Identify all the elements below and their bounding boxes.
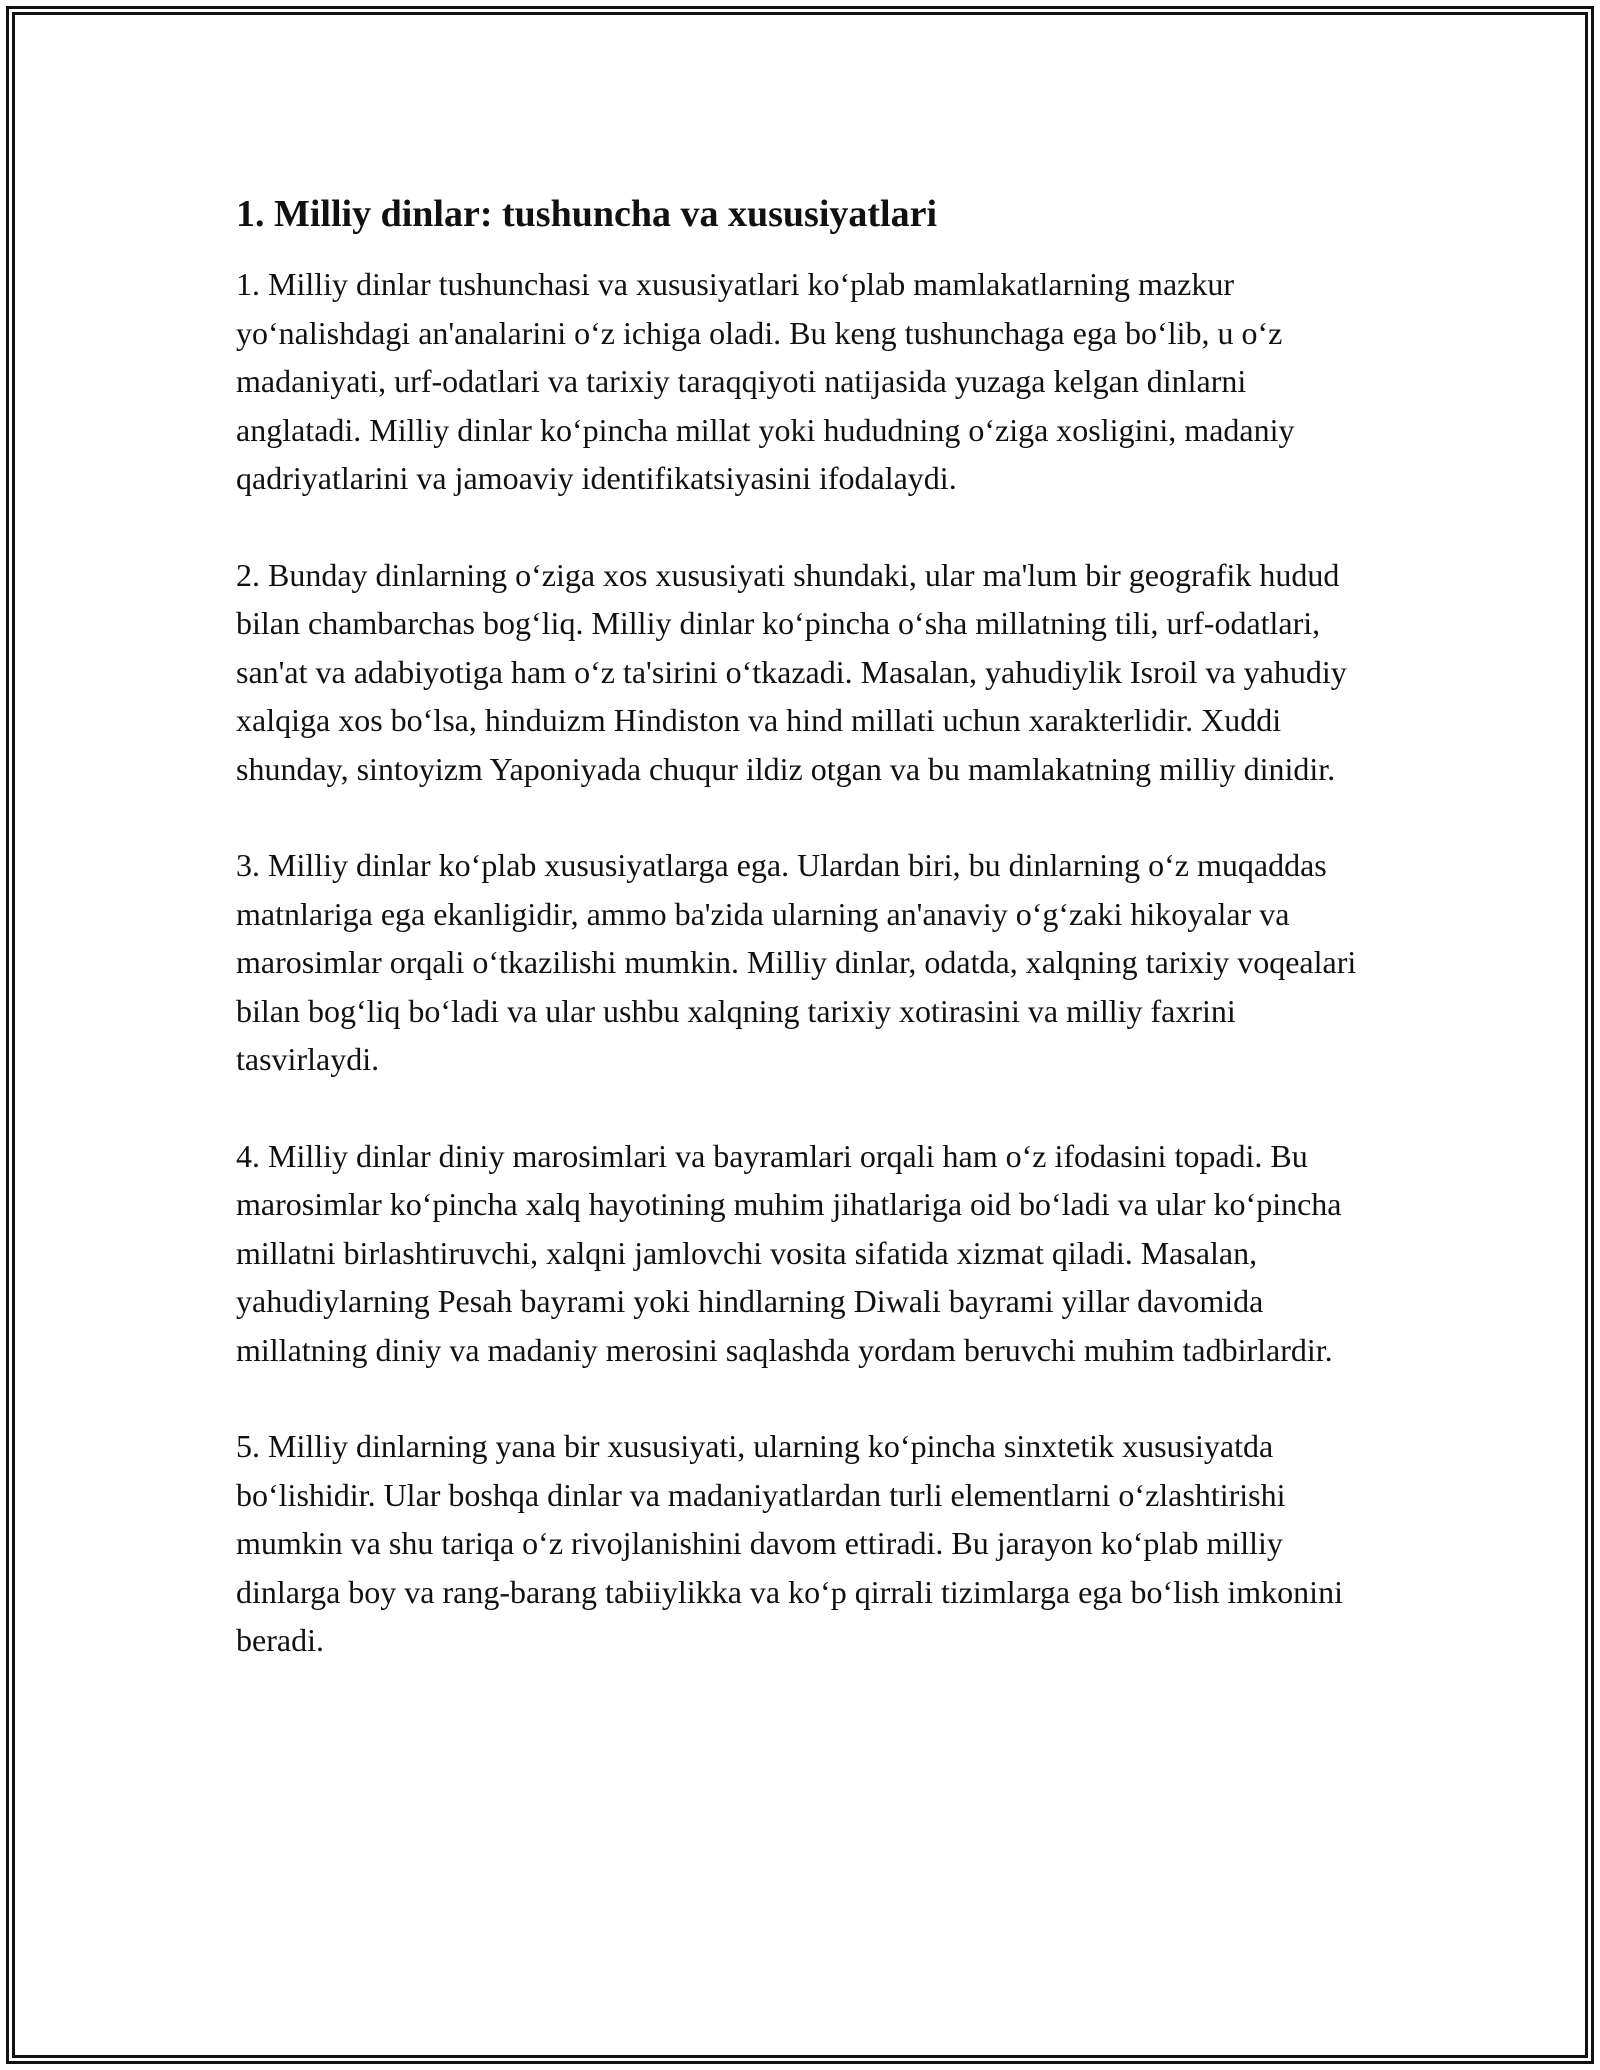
paragraph-2: 2. Bunday dinlarning o‘ziga xos xususiyati shundaki, ular ma'lum bir geografik hudud bilan chambarchas bog‘liq. Milliy dinlar ko‘pincha o‘sha millatning tili, urf-odatlari, san'at va adabiyotiga ham o‘z ta'sirini o‘tkazadi. Masalan, yahudiylik Isroil va yahudiy xalqiga xos bo‘lsa, hinduizm Hindiston va hind millati uchun xarakterlidir. Xuddi shunday, sintoyizm Yaponiyada chuqur ildiz otgan va bu mamlakatning milliy dinidir. <box>236 556 1347 787</box>
paragraph-4: 4. Milliy dinlar diniy marosimlari va bayramlari orqali ham o‘z ifodasini topadi. Bu marosimlar ko‘pincha xalq hayotining muhim jihatlariga oid bo‘ladi va ular ko‘pincha millatni birlashtiruvchi, xalqni jamlovchi vosita sifatida xizmat qiladi. Masalan, yahudiylarning Pesah bayrami yoki hindlarning Diwali bayrami yillar davomida millatning diniy va madaniy merosini saqlashda yordam beruvchi muhim tadbirlardir. <box>236 1137 1342 1368</box>
paragraph-5: 5. Milliy dinlarning yana bir xususiyati, ularning ko‘pincha sinxtetik xususiyatda bo‘lishidir. Ular boshqa dinlar va madaniyatlardan turli elementlarni o‘zlashtirishi mumkin va shu tariqa o‘z rivojlanishini davom ettiradi. Bu jarayon ko‘plab milliy dinlarga boy va rang-barang tabiiylikka va ko‘p qirrali tizimlarga ega bo‘lish imkonini beradi. <box>236 1428 1343 1658</box>
paragraph-1: 1. Milliy dinlar tushunchasi va xususiyatlari ko‘plab mamlakatlarning mazkur yo‘nalishdagi an'analarini o‘z ichiga oladi. Bu keng tushunchaga ega bo‘lib, u o‘z madaniyati, urf-odatlari va tarixiy taraqqiyoti natijasida yuzaga kelgan dinlarni anglatadi. Milliy dinlar ko‘pincha millat yoki hududning o‘ziga xosligini, madaniy qadriyatlarini va jamoaviy identifikatsiyasini ifodalaydi. <box>236 266 1295 496</box>
paragraph-3: 3. Milliy dinlar ko‘plab xususiyatlarga ega. Ulardan biri, bu dinlarning o‘z muqaddas matnlariga ega ekanligidir, ammo ba'zida ularning an'anaviy o‘g‘zaki hikoyalar va marosimlar orqali o‘tkazilishi mumkin. Milliy dinlar, odatda, xalqning tarixiy voqealari bilan bog‘liq bo‘ladi va ular ushbu xalqning tarixiy xotirasini va milliy faxrini tasvirlaydi. <box>236 847 1357 1077</box>
document-title: 1. Milliy dinlar: tushuncha va xususiyatlari <box>236 193 938 235</box>
document-body <box>236 188 1376 1713</box>
